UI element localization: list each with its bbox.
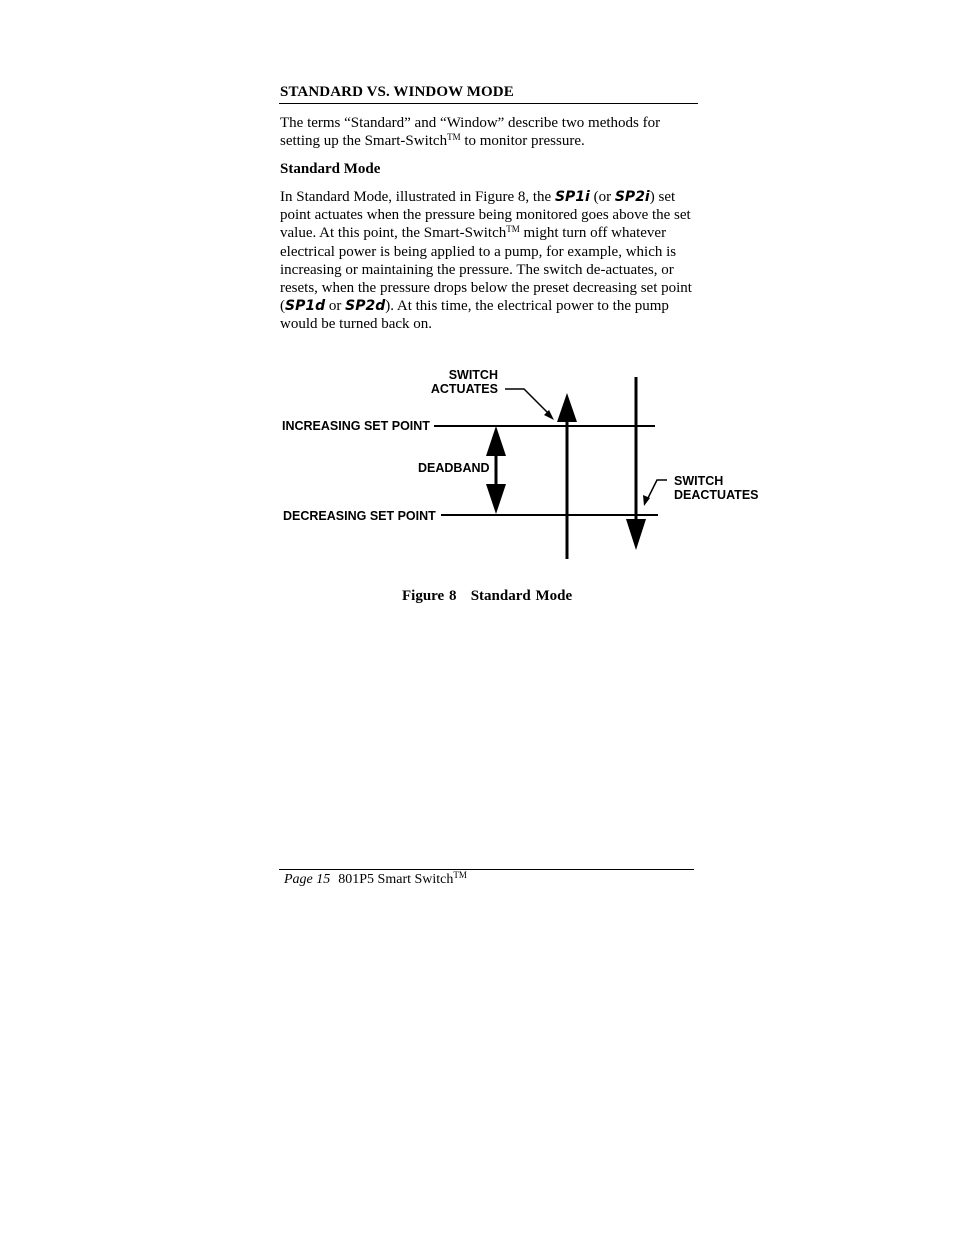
label-line: ACTUATES [430,382,498,396]
paragraph-text: (or [589,189,615,205]
code-sp1i: SP1i [554,189,590,205]
actuate-arrow-up [557,393,577,422]
deactuates-leader [647,480,667,500]
paragraph-text: might turn off whatever electrical power is being applied to a pump, for example, which is increasing or maintaining the pressure. The switch de-actuates, or resets, when the pressure drops below the preset decreasing set point ( [280,225,692,315]
label-line: DEACTUATES [674,488,759,502]
trademark-mark: TM [506,224,520,235]
switch-deactuates-label [674,474,759,502]
code-sp2d: SP2d [345,298,386,315]
page-footer [284,872,467,888]
intro-text-end: to monitor pressure. [460,133,585,150]
label-line: SWITCH [448,368,498,382]
trademark-mark: TM [447,132,461,143]
increasing-set-point-label: INCREASING SET POINT [282,419,430,433]
switch-actuates-label [430,368,498,396]
trademark-mark: TM [453,870,467,880]
paragraph-text: ). At this time, the electrical power to the pump would be turned back on. [280,298,669,333]
section-heading: STANDARD VS. WINDOW MODE [280,84,514,100]
deadband-label: DEADBAND [418,461,490,475]
actuates-leader [505,389,551,416]
decreasing-set-point-label: DECREASING SET POINT [283,509,436,523]
label-line: SWITCH [674,474,724,488]
paragraph-text: ) set point actuates when the pressure being monitored goes above the set value. At this point, the Smart-Switch [280,189,691,242]
paragraph-text: or [325,298,346,315]
code-sp2i: SP2i [614,189,650,205]
subsection-title: Standard Mode [280,161,381,177]
intro-text: The terms “Standard” and “Window” describe two methods for setting up the Smart-Switch [280,115,661,150]
code-sp1d: SP1d [285,298,326,315]
paragraph-text: In Standard Mode, illustrated in Figure 8, the [280,189,555,205]
footer-rule [279,869,694,870]
deadband-arrow-up [486,426,506,456]
product-name: 801P5 Smart Switch [338,872,454,887]
figure-caption: Figure 8 Standard Mode [402,588,573,604]
deadband-arrow-down [486,484,506,514]
page-number: Page 15 [284,872,331,887]
deactuate-arrow-down [626,519,646,550]
